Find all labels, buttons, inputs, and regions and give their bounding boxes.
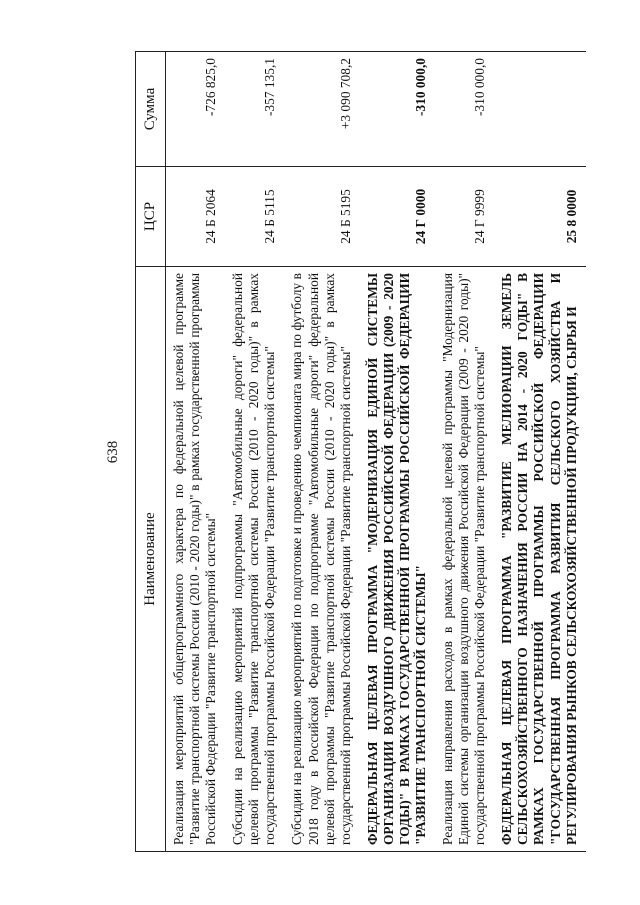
row-csr: 24 Г 0000 [360,167,435,267]
table-row [166,52,226,852]
header-csr: ЦСР [136,167,166,267]
budget-table [135,51,586,852]
document-page [85,22,579,882]
row-csr: 24 Б 5195 [284,167,359,267]
row-csr: 25 8 0000 [494,167,585,267]
table-header-row [136,52,166,852]
header-name: Наименование [136,267,166,852]
table-row [494,52,585,852]
row-csr: 24 Б 5115 [225,167,284,267]
row-name: Реализация мероприятий общепрограммного характера по федеральной целевой программе "Развитие транспортной системы России (2010 - 2020 годы)" в рамках государственной программы Российской Федерации "Развитие транспортной системы" [166,267,226,852]
row-sum: -726 825,0 [166,52,226,167]
row-sum: -310 000,0 [360,52,435,167]
table-row [360,52,435,852]
row-csr: 24 Г 9999 [435,167,494,267]
row-name: Реализация направления расходов в рамках федеральной целевой программы "Модернизация Единой системы организации воздушного движения Российской Федерации (2009 - 2020 годы)" государственной программы Российской Федерации "Развитие транспортной системы" [435,267,494,852]
row-sum: -357 135,1 [225,52,284,167]
row-name: ФЕДЕРАЛЬНАЯ ЦЕЛЕВАЯ ПРОГРАММА "МОДЕРНИЗАЦИЯ ЕДИНОЙ СИСТЕМЫ ОРГАНИЗАЦИИ ВОЗДУШНОГО ДВИЖЕНИЯ РОССИЙСКОЙ ФЕДЕРАЦИИ (2009 - 2020 ГОДЫ)" В РАМКАХ ГОСУДАРСТВЕННОЙ ПРОГРАММЫ РОССИЙСКОЙ ФЕДЕРАЦИИ "РАЗВИТИЕ ТРАНСПОРТНОЙ СИСТЕМЫ" [360,267,435,852]
page-number: 638 [105,440,121,464]
row-name: Субсидии на реализацию мероприятий подпрограммы "Автомобильные дороги" федеральной целевой программы "Развитие транспортной системы России (2010 - 2020 годы)" в рамках государственной программы Российской Федерации "Развитие транспортной системы" [225,267,284,852]
row-sum [494,52,585,167]
row-sum: +3 090 708,2 [284,52,359,167]
row-name: ФЕДЕРАЛЬНАЯ ЦЕЛЕВАЯ ПРОГРАММА "РАЗВИТИЕ МЕЛИОРАЦИИ ЗЕМЕЛЬ СЕЛЬСКОХОЗЯЙСТВЕННОГО НАЗНАЧЕНИЯ РОССИИ НА 2014 - 2020 ГОДЫ" В РАМКАХ ГОСУДАРСТВЕННОЙ ПРОГРАММЫ РОССИЙСКОЙ ФЕДЕРАЦИИ "ГОСУДАРСТВЕННАЯ ПРОГРАММА РАЗВИТИЯ СЕЛЬСКОГО ХОЗЯЙСТВА И РЕГУЛИРОВАНИЯ РЫНКОВ СЕЛЬСКОХОЗЯЙСТВЕННОЙ ПРОДУКЦИИ, СЫРЬЯ И [494,267,585,852]
row-sum: -310 000,0 [435,52,494,167]
row-name: Субсидии на реализацию мероприятий по подготовке и проведению чемпионата мира по футболу в 2018 году в Российской Федерации по подпрограмме "Автомобильные дороги" федеральной целевой программы "Развитие транспортной системы России (2010 - 2020 годы)" в рамках государственной программы Российской Федерации "Развитие транспортной системы" [284,267,359,852]
table-row [435,52,494,852]
table-row [284,52,359,852]
row-csr: 24 Б 2064 [166,167,226,267]
header-sum: Сумма [136,52,166,167]
table-row [225,52,284,852]
